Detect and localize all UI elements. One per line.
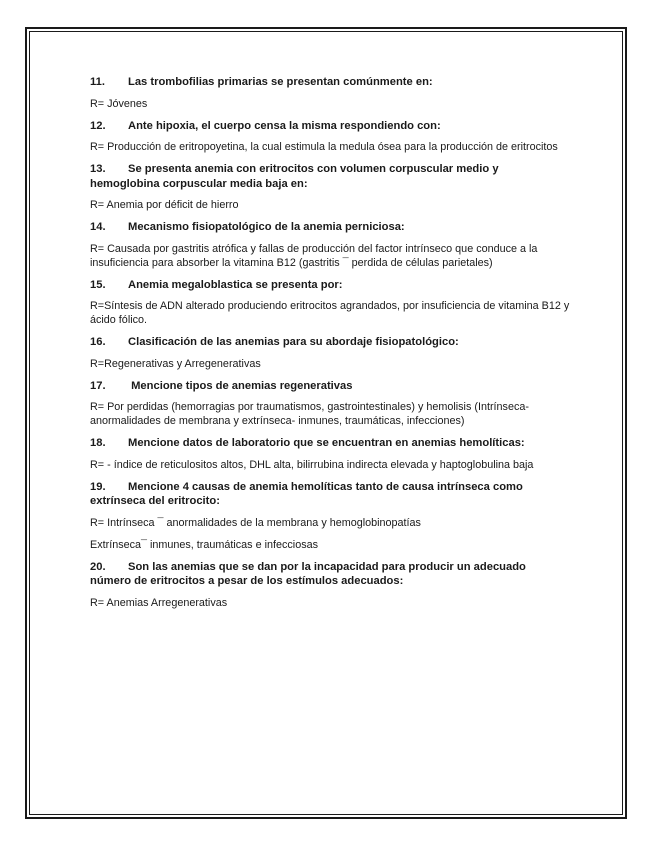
- qa-item-20: [90, 560, 570, 610]
- question-number: 12.: [90, 119, 106, 132]
- qa-item-14: [90, 220, 570, 270]
- qa-item-13: [90, 162, 570, 212]
- question: [90, 335, 570, 350]
- answer: R= Anemias Arregenerativas: [90, 596, 228, 609]
- qa-item-19: [90, 480, 570, 552]
- question-text: Anemia megaloblastica se presenta por:: [128, 278, 343, 291]
- question-text: Mencione datos de laboratorio que se encuentran en anemias hemolíticas:: [128, 437, 525, 449]
- question-text: Mencione 4 causas de anemia hemolíticas tanto de causa intrínseca como extrínseca del eritrocito:: [90, 480, 523, 507]
- qa-item-12: [90, 119, 570, 155]
- question-text: Mecanismo fisiopatológico de la anemia perniciosa:: [128, 221, 405, 233]
- question-text: Son las anemias que se dan por la incapacidad para producir un adecuado número de eritrocitos a pesar de los estímulos adecuados:: [90, 560, 526, 587]
- qa-item-11: [90, 75, 570, 111]
- answer: R= Producción de eritropoyetina, la cual estimula la medula ósea para la producción de eritrocitos: [90, 141, 558, 153]
- answer: R= Causada por gastritis atrófica y fallas de producción del factor intrínseco que conduce a la insuficiencia para absorber la vitamina B12 (gastritis ¯ perdida de células parietales): [90, 242, 538, 269]
- question: [90, 379, 570, 394]
- answer: R= - índice de reticulositos altos, DHL alta, bilirrubina indirecta elevada y haptoglobulina baja: [90, 458, 534, 471]
- question-number: 14.: [90, 221, 106, 233]
- question: [90, 119, 570, 134]
- question-number: 17.: [90, 379, 106, 392]
- qa-item-16: [90, 335, 570, 371]
- question: [90, 278, 570, 293]
- question-text: Se presenta anemia con eritrocitos con volumen corpuscular medio y hemoglobina corpuscular media baja en:: [90, 163, 499, 190]
- question: [90, 162, 570, 191]
- question-number: 11.: [90, 76, 105, 88]
- question-text: Las trombofilias primarias se presentan comúnmente en:: [128, 76, 433, 88]
- question-text: Ante hipoxia, el cuerpo censa la misma respondiendo con:: [128, 119, 441, 132]
- qa-item-15: [90, 278, 570, 328]
- question: [90, 436, 570, 451]
- answer: R=Regenerativas y Arregenerativas: [90, 357, 261, 370]
- question-text: Mencione tipos de anemias regenerativas: [128, 379, 353, 392]
- answer: R= Anemia por déficit de hierro: [90, 199, 239, 211]
- answer: R= Jóvenes: [90, 97, 148, 110]
- question: [90, 480, 570, 509]
- question-number: 15.: [90, 278, 106, 291]
- answer: Extrínseca¯ inmunes, traumáticas e infecciosas: [90, 538, 318, 551]
- answer: R=Síntesis de ADN alterado produciendo eritrocitos agrandados, por insuficiencia de vitamina B12 y ácido fólico.: [90, 300, 570, 326]
- answer: R= Intrínseca ¯ anormalidades de la membrana y hemoglobinopatías: [90, 516, 421, 529]
- question-number: 19.: [90, 480, 106, 493]
- document-body: [90, 75, 570, 618]
- qa-item-18: [90, 436, 570, 472]
- question-number: 13.: [90, 163, 106, 175]
- question-number: 20.: [90, 560, 106, 573]
- qa-item-17: [90, 379, 570, 429]
- answer: R= Por perdidas (hemorragias por traumatismos, gastrointestinales) y hemolisis (Intrínseca- anormalidades de membrana y extrínseca- inmunes, traumáticas, infecciones): [90, 401, 529, 427]
- question-number: 16.: [90, 336, 106, 348]
- question: [90, 560, 570, 589]
- question-number: 18.: [90, 437, 106, 449]
- question: [90, 220, 570, 235]
- question-text: Clasificación de las anemias para su abordaje fisiopatológico:: [128, 336, 459, 348]
- question: [90, 75, 570, 90]
